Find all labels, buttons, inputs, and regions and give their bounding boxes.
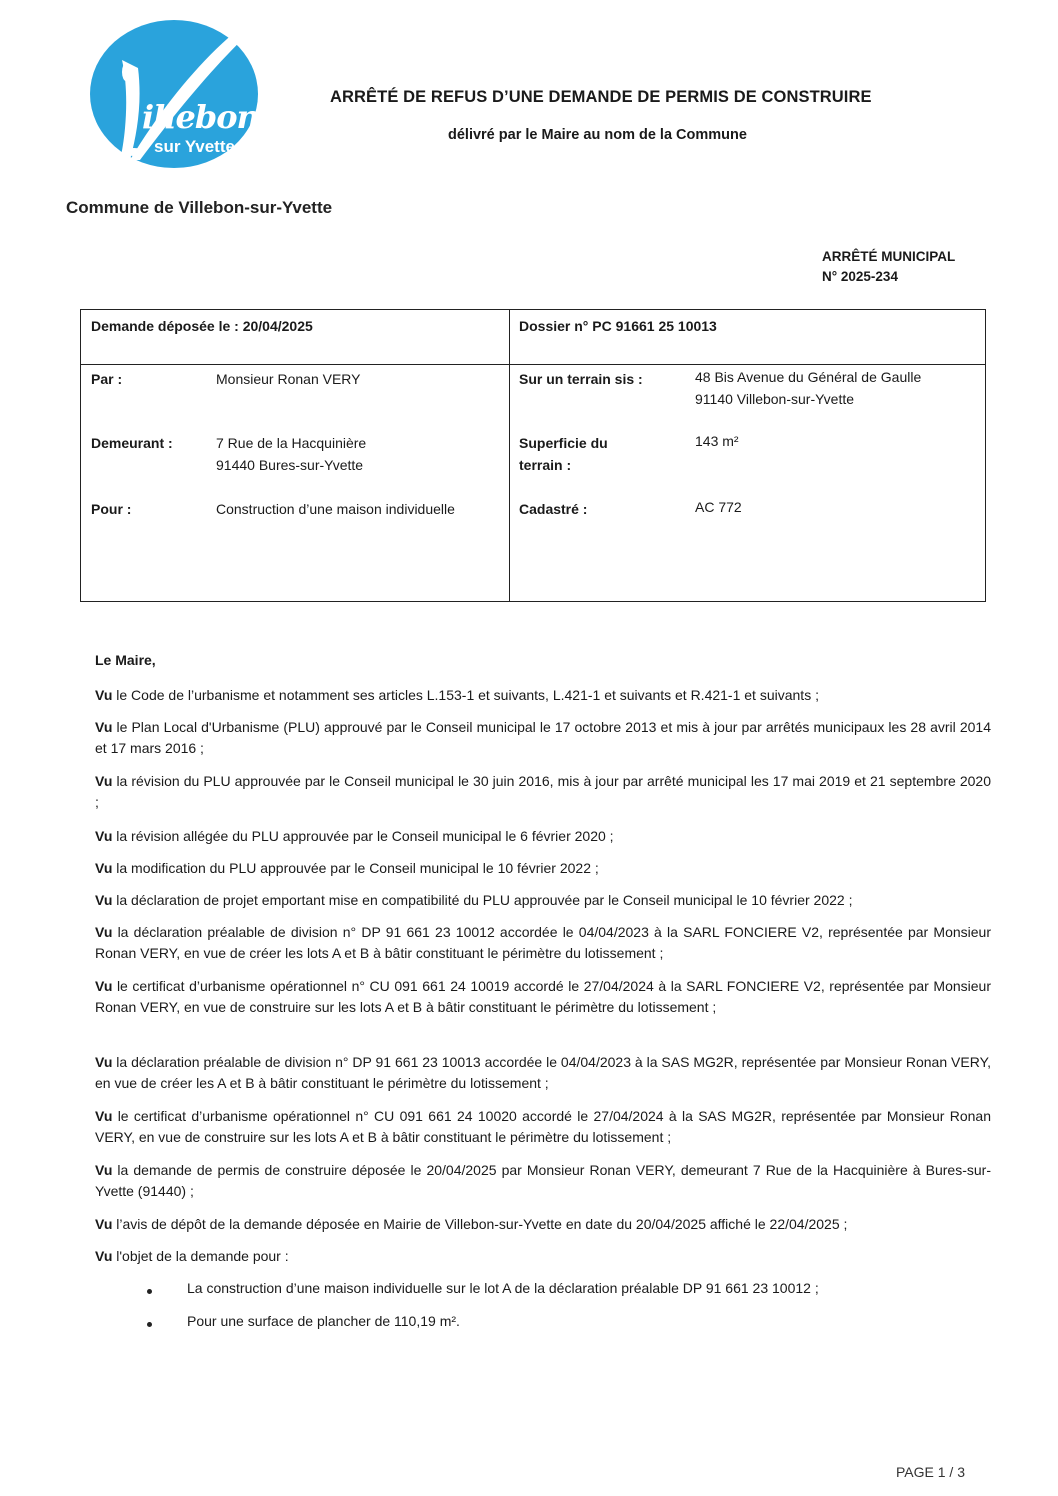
pour-value: Construction d’une maison individuelle — [216, 501, 455, 517]
vu-word: Vu — [95, 1248, 113, 1264]
demande-date: Demande déposée le : 20/04/2025 — [91, 318, 313, 334]
vu-text: le Plan Local d'Urbanisme (PLU) approuvé par le Conseil municipal le 17 octobre 2013 et mis à jour par arrêtés municipaux les 28 avril 2014 et 17 mars 2016 ; — [95, 719, 991, 756]
vu-paragraph — [95, 771, 991, 813]
villebon-logo — [90, 20, 258, 168]
terrain-line1: 48 Bis Avenue du Général de Gaulle — [695, 369, 922, 385]
vu-paragraph — [95, 1160, 991, 1202]
vu-text: la déclaration de projet emportant mise en compatibilité du PLU approuvée par le Conseil municipal le 10 février 2022 ; — [112, 892, 853, 908]
vu-paragraph — [95, 890, 991, 911]
request-info-table — [80, 309, 986, 602]
logo-text-sur-yvette: sur Yvette — [154, 137, 235, 156]
page-number: PAGE 1 / 3 — [896, 1464, 965, 1480]
vu-text: la déclaration préalable de division n° DP 91 661 23 10012 accordée le 04/04/2023 à la SARL FONCIERE V2, représentée par Monsieur Ronan VERY, en vue de créer les lots A et B à bâtir constituant le périmètre du lotissement ; — [95, 924, 991, 961]
vu-word: Vu — [95, 687, 113, 703]
vu-paragraph — [95, 1214, 991, 1235]
vu-paragraph — [95, 1246, 991, 1267]
vu-word: Vu — [95, 719, 113, 735]
superficie-label-2: terrain : — [519, 457, 572, 473]
demeurant-line1: 7 Rue de la Hacquinière — [216, 435, 367, 451]
bullet-item: Pour une surface de plancher de 110,19 m². — [187, 1313, 460, 1329]
cadastre-label: Cadastré : — [519, 501, 588, 517]
table-divider-horizontal — [81, 364, 985, 365]
vu-text: la demande de permis de construire déposée le 20/04/2025 par Monsieur Ronan VERY, demeurant 7 Rue de la Hacquinière à Bures-sur-Yvette (91440) ; — [95, 1162, 991, 1199]
vu-word: Vu — [95, 1054, 113, 1070]
vu-word: Vu — [95, 1162, 113, 1178]
arrete-number: N° 2025-234 — [822, 269, 898, 284]
vu-text: l'objet de la demande pour : — [112, 1248, 289, 1264]
vu-text: la révision allégée du PLU approuvée par le Conseil municipal le 6 février 2020 ; — [112, 828, 614, 844]
vu-paragraph — [95, 922, 991, 964]
vu-text: l’avis de dépôt de la demande déposée en Mairie de Villebon-sur-Yvette en date du 20/04/2025 affiché le 22/04/2025 ; — [112, 1216, 848, 1232]
demeurant-line2: 91440 Bures-sur-Yvette — [216, 457, 364, 473]
superficie-value: 143 m² — [695, 433, 739, 449]
commune-name: Commune de Villebon-sur-Yvette — [66, 198, 333, 217]
vu-text: le Code de l’urbanisme et notamment ses articles L.153-1 et suivants, L.421-1 et suivants et R.421-1 et suivants ; — [112, 687, 819, 703]
vu-text: la révision du PLU approuvée par le Conseil municipal le 30 juin 2016, mis à jour par arrêté municipal les 17 mai 2019 et 21 septembre 2020 ; — [95, 773, 991, 810]
vu-word: Vu — [95, 1108, 113, 1124]
vu-paragraph — [95, 1052, 991, 1094]
vu-text: le certificat d’urbanisme opérationnel n° CU 091 661 24 10020 accordé le 27/04/2024 à la SAS MG2R, représentée par Monsieur Ronan VERY, en vue de construire sur les lots A et B à bâtir constituant le périmètre du lotissement ; — [95, 1108, 991, 1145]
vu-word: Vu — [95, 924, 113, 940]
logo-text-villebon: illebon — [142, 98, 259, 136]
par-value: Monsieur Ronan VERY — [216, 371, 361, 387]
vu-word: Vu — [95, 773, 113, 789]
document-subtitle: délivré par le Maire au nom de la Commune — [448, 127, 747, 143]
vu-paragraph — [95, 826, 991, 847]
vu-paragraph — [95, 976, 991, 1018]
table-divider-vertical — [509, 310, 510, 601]
vu-paragraph — [95, 1106, 991, 1148]
par-label: Par : — [91, 371, 123, 387]
vu-word: Vu — [95, 860, 113, 876]
terrain-label: Sur un terrain sis : — [519, 371, 643, 387]
document-title: ARRÊTÉ DE REFUS D’UNE DEMANDE DE PERMIS DE CONSTRUIRE — [330, 88, 872, 106]
vu-word: Vu — [95, 828, 113, 844]
superficie-label-1: Superficie du — [519, 435, 608, 451]
vu-text: le certificat d’urbanisme opérationnel n° CU 091 661 24 10019 accordé le 27/04/2024 à la SARL FONCIERE V2, représentée par Monsieur Ronan VERY, en vue de construire sur les lots A et B à bâtir constituant le périmètre du lotissement ; — [95, 978, 991, 1015]
arrete-reference — [822, 247, 955, 287]
vu-word: Vu — [95, 892, 113, 908]
vu-text: la modification du PLU approuvée par le Conseil municipal le 10 février 2022 ; — [112, 860, 599, 876]
vu-paragraph — [95, 717, 991, 759]
bullet-item: La construction d’une maison individuelle sur le lot A de la déclaration préalable DP 91 661 23 10012 ; — [187, 1280, 819, 1296]
dossier-number: Dossier n° PC 91661 25 10013 — [519, 318, 717, 334]
vu-paragraph — [95, 858, 991, 879]
intro-le-maire: Le Maire, — [95, 652, 156, 668]
pour-label: Pour : — [91, 501, 132, 517]
vu-word: Vu — [95, 1216, 113, 1232]
vu-paragraph — [95, 685, 991, 706]
bullet-icon — [147, 1289, 152, 1294]
arrete-type: ARRÊTÉ MUNICIPAL — [822, 249, 956, 264]
cadastre-value: AC 772 — [695, 499, 742, 515]
vu-word: Vu — [95, 978, 113, 994]
bullet-icon — [147, 1322, 152, 1327]
vu-text: la déclaration préalable de division n° DP 91 661 23 10013 accordée le 04/04/2023 à la SAS MG2R, représentée par Monsieur Ronan VERY, en vue de créer les A et B à bâtir constituant le périmètre du lotissement ; — [95, 1054, 991, 1091]
terrain-line2: 91140 Villebon-sur-Yvette — [695, 391, 855, 407]
demeurant-label: Demeurant : — [91, 435, 173, 451]
